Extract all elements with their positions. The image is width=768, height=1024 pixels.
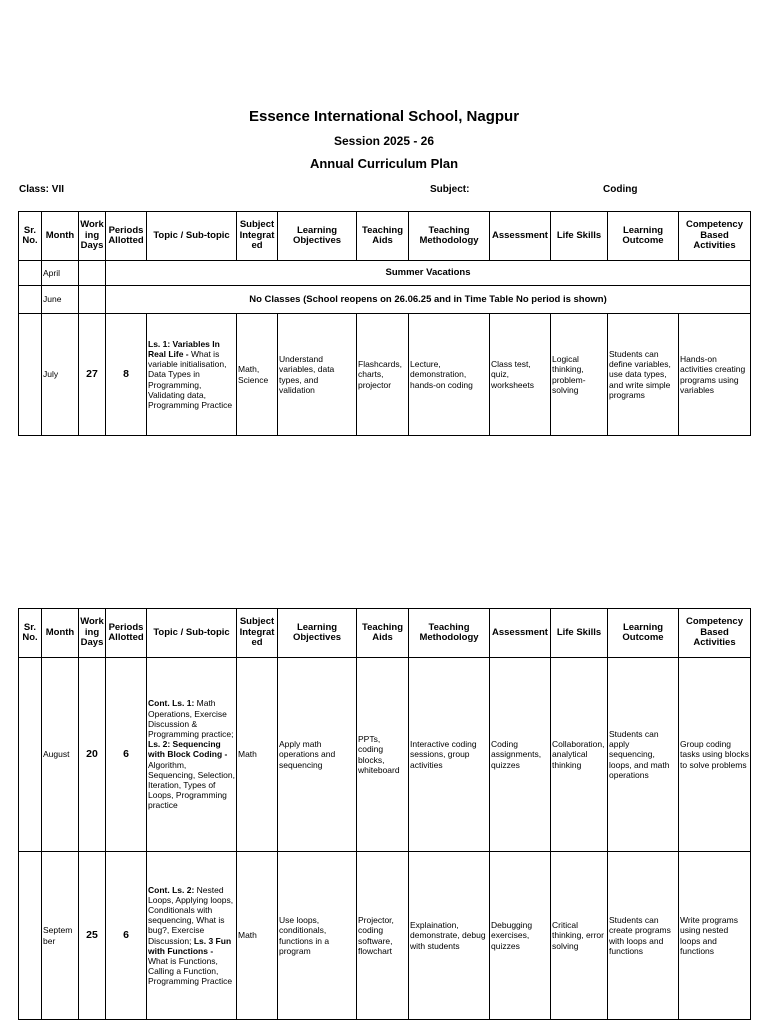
table-row: [19, 314, 751, 436]
col-month: Month: [42, 609, 79, 658]
competency-cell: Group coding tasks using blocks to solve problems: [679, 658, 751, 852]
working-days-cell: 25: [79, 852, 106, 1020]
working-days-cell: 20: [79, 658, 106, 852]
table-header-row: [19, 212, 751, 261]
topic-bold: Ls. 3 Fun with Functions -: [148, 935, 232, 956]
col-aids: Teaching Aids: [357, 212, 409, 261]
col-assessment: Assessment: [490, 609, 551, 658]
periods-cell: 6: [106, 658, 147, 852]
aids-cell: Flashcards, charts, projector: [357, 314, 409, 436]
col-competency: Competency Based Activities: [679, 212, 751, 261]
methodology-cell: Interactive coding sessions, group activities: [409, 658, 490, 852]
topic-text: What is variable initialisation, Data Types in Programming, Validating data, Programming Practice: [148, 349, 233, 410]
col-sr: Sr. No.: [19, 609, 42, 658]
col-working-days: Work ing Days: [79, 609, 106, 658]
subject-cell: Math: [237, 852, 278, 1020]
methodology-cell: Lecture, demonstration, hands-on coding: [409, 314, 490, 436]
col-topic: Topic / Sub-topic: [147, 212, 237, 261]
subject-label: Subject:: [430, 184, 470, 195]
objectives-cell: Use loops, conditionals, functions in a program: [278, 852, 357, 1020]
outcome-cell: Students can define variables, use data types, and write simple programs: [608, 314, 679, 436]
outcome-cell: Students can create programs with loops and functions: [608, 852, 679, 1020]
topic-text: Algorithm, Sequencing, Selection, Iteration, Types of Loops, Programming practice: [148, 759, 235, 811]
col-subject-integrated: Subject Integrat ed: [237, 609, 278, 658]
col-assessment: Assessment: [490, 212, 551, 261]
topic-bold: Cont. Ls. 2:: [148, 884, 195, 895]
col-objectives: Learning Objectives: [278, 212, 357, 261]
table-row: [19, 261, 751, 286]
topic-text: Math Operations, Exercise Discussion & Programming practice;: [148, 698, 234, 740]
table-row: [19, 658, 751, 852]
month-cell: June: [42, 286, 79, 314]
subject-value: Coding: [603, 184, 638, 195]
objectives-cell: Understand variables, data types, and validation: [278, 314, 357, 436]
vacation-note: Summer Vacations: [106, 261, 751, 286]
school-name: Essence International School, Nagpur: [248, 108, 520, 125]
topic-text: Nested Loops, Applying loops, Conditionals with sequencing, What is bug?, Exercise Discussion;: [148, 884, 234, 946]
topic-bold: Cont. Ls. 1:: [148, 698, 195, 709]
periods-cell: 8: [106, 314, 147, 436]
col-periods: Periods Allotted: [106, 609, 147, 658]
col-outcome: Learning Outcome: [608, 609, 679, 658]
col-month: Month: [42, 212, 79, 261]
col-working-days: Work ing Days: [79, 212, 106, 261]
aids-cell: PPTs, coding blocks, whiteboard: [357, 658, 409, 852]
topic-cell: [147, 314, 237, 436]
col-sr: Sr. No.: [19, 212, 42, 261]
life-skills-cell: Critical thinking, error solving: [551, 852, 608, 1020]
subject-cell: Math: [237, 658, 278, 852]
col-topic: Topic / Sub-topic: [147, 609, 237, 658]
assessment-cell: Debugging exercises, quizzes: [490, 852, 551, 1020]
col-competency: Competency Based Activities: [679, 609, 751, 658]
outcome-cell: Students can apply sequencing, loops, and math operations: [608, 658, 679, 852]
objectives-cell: Apply math operations and sequencing: [278, 658, 357, 852]
col-methodology: Teaching Methodology: [409, 212, 490, 261]
methodology-cell: Explaination, demonstrate, debug with students: [409, 852, 490, 1020]
topic-bold: Ls. 2: Sequencing with Block Coding -: [148, 739, 228, 760]
aids-cell: Projector, coding software, flowchart: [357, 852, 409, 1020]
life-skills-cell: Collaboration, analytical thinking: [551, 658, 608, 852]
col-objectives: Learning Objectives: [278, 609, 357, 658]
col-subject-integrated: Subject Integrat ed: [237, 212, 278, 261]
month-cell: August: [42, 658, 79, 852]
competency-cell: Hands-on activities creating programs using variables: [679, 314, 751, 436]
curriculum-table-1: [18, 211, 751, 436]
table-header-row: [19, 609, 751, 658]
col-life-skills: Life Skills: [551, 609, 608, 658]
col-outcome: Learning Outcome: [608, 212, 679, 261]
month-cell: April: [42, 261, 79, 286]
life-skills-cell: Logical thinking, problem-solving: [551, 314, 608, 436]
working-days-cell: 27: [79, 314, 106, 436]
session-label: Session 2025 - 26: [333, 134, 435, 148]
table-row: [19, 852, 751, 1020]
class-label: Class: VII: [19, 184, 65, 195]
topic-text: What is Functions, Calling a Function, Programming Practice: [148, 955, 233, 987]
subject-cell: Math, Science: [237, 314, 278, 436]
periods-cell: 6: [106, 852, 147, 1020]
table-row: [19, 286, 751, 314]
col-aids: Teaching Aids: [357, 609, 409, 658]
topic-bold: Ls. 1: Variables In Real Life -: [148, 338, 220, 360]
month-cell: Septem ber: [42, 852, 79, 1020]
col-life-skills: Life Skills: [551, 212, 608, 261]
topic-cell: [147, 658, 237, 852]
plan-title: Annual Curriculum Plan: [309, 156, 459, 171]
assessment-cell: Class test, quiz, worksheets: [490, 314, 551, 436]
assessment-cell: Coding assignments, quizzes: [490, 658, 551, 852]
col-periods: Periods Allotted: [106, 212, 147, 261]
topic-cell: [147, 852, 237, 1020]
col-methodology: Teaching Methodology: [409, 609, 490, 658]
curriculum-table-2: [18, 608, 751, 1020]
month-cell: July: [42, 314, 79, 436]
competency-cell: Write programs using nested loops and functions: [679, 852, 751, 1020]
no-classes-note: No Classes (School reopens on 26.06.25 and in Time Table No period is shown): [106, 286, 751, 314]
